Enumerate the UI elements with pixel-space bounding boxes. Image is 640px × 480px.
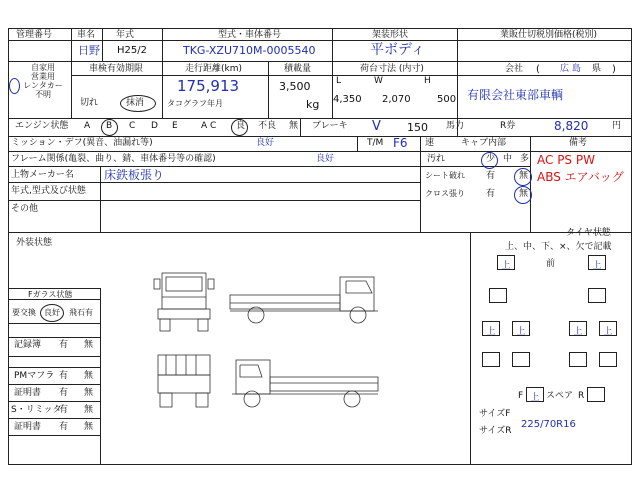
header-nenshiki: 年式 (116, 30, 135, 40)
r-ticket-unit: 円 (612, 121, 622, 131)
seat-no: 無 (519, 171, 529, 181)
engine-grade-e: E (172, 121, 178, 131)
truck-diagram (150, 265, 400, 415)
kire-label: 切れ (80, 98, 99, 108)
pm-no: 無 (84, 371, 94, 381)
size-f-value: 225/70R16 (521, 419, 576, 430)
seat-yes: 有 (486, 171, 496, 181)
engine-label: エンジン状態 (15, 121, 69, 131)
engine-grade-a: A (84, 121, 91, 131)
bodywork-other-label: その他 (11, 204, 39, 214)
maker-value: 日野 (78, 44, 100, 57)
pm-cert-yes: 有 (59, 388, 69, 398)
engine-grade-b: B (106, 121, 113, 131)
sekisai-label: 積載量 (284, 64, 312, 74)
pm-label: PMマフラ (14, 371, 55, 381)
dirt-large: 多 (520, 154, 530, 164)
mission-label: ミッション・デフ(異音、油漏れ等) (11, 138, 153, 148)
bodywork-maker-label: 上物メーカー名 (11, 170, 74, 180)
frame-status: 良好 (316, 154, 335, 164)
tire-rear-right-inner: 上 (569, 321, 587, 336)
pm-cert-no: 無 (84, 388, 94, 398)
fglass-circle (40, 304, 64, 322)
hp-unit: 馬力 (446, 121, 465, 131)
size-f-label: サイズF (479, 409, 511, 419)
tire-4-left-outer (482, 352, 500, 367)
tm-label: T/M (367, 138, 384, 148)
header-kakaku: 業販仕切税別価格(税別) (500, 30, 598, 40)
dim-L-value: 4,350 (333, 94, 362, 105)
dirt-circle (481, 152, 498, 169)
bodywork-maker-value: 床鉄板張り (104, 168, 165, 182)
spare-rear-tire (587, 387, 605, 402)
tire-legend: 上、中、下、×、欠で記載 (505, 242, 612, 252)
kaisha-paren-close: ) (612, 64, 616, 75)
engine-grade-d: D (151, 121, 158, 131)
cross-label: クロス張り (425, 189, 465, 198)
brake-label: ブレーキ (312, 121, 348, 131)
brake-grade: V (372, 119, 381, 134)
kaisha-label: 会社 (505, 64, 524, 74)
tm-value: F6 (393, 136, 408, 150)
notes-label: 備考 (569, 138, 588, 148)
header-shamei: 車名 (77, 30, 96, 40)
seat-label: シート破れ (425, 171, 465, 180)
company-value: 有限会社東部車輌 (467, 88, 564, 102)
records-label: 記録簿 (14, 340, 42, 350)
r-ticket-value: 8,820 (554, 119, 589, 133)
notes-line-2: ABS エアバッグ (537, 170, 624, 184)
tire-front-left: 上 (497, 255, 515, 270)
cross-no: 無 (519, 189, 529, 199)
tire-front-label: 前 (546, 259, 556, 269)
cross-circle (514, 186, 532, 204)
ac-label: A C (201, 121, 217, 131)
slimiter-label: S・リミッタ (11, 405, 62, 415)
header-kasou-keijou: 架装形状 (372, 30, 409, 40)
spare-F-label: F (518, 391, 524, 401)
slimiter-no: 無 (84, 405, 94, 415)
tire-4-right-outer (599, 352, 617, 367)
soukou-label: 走行距離(km) (185, 64, 243, 74)
spare-label: スペア (546, 391, 574, 401)
dim-H-label: H (424, 76, 431, 86)
notes-line-1: AC PS PW (537, 153, 595, 167)
fglass-replace: 要交換 (12, 308, 36, 317)
prefecture-value: 広 島 (560, 64, 581, 74)
fglass-chip: 飛石有 (69, 308, 93, 317)
dim-L-label: L (336, 76, 342, 86)
r-ticket-label: R券 (500, 121, 516, 131)
pm-cert-label: 証明書 (14, 388, 42, 398)
frame-label: フレーム関係(亀裂、曲り、錆、車体番号等の確認) (11, 154, 216, 164)
dim-W-value: 2,070 (382, 94, 411, 105)
ac-good-circle (231, 119, 248, 136)
seat-circle (514, 168, 532, 186)
dirt-label: 汚れ (427, 154, 446, 164)
dim-W-label: W (374, 76, 383, 86)
slimiter-cert-yes: 有 (59, 422, 69, 432)
tire-rear-right-outer: 上 (599, 321, 617, 336)
ac-good: 良 (236, 121, 246, 131)
tire-2-right (588, 288, 606, 303)
year-value: H25/2 (117, 45, 147, 56)
tire-title: タイヤ状態 (566, 228, 611, 238)
massho-label: 抹消 (126, 98, 145, 108)
exterior-label: 外装状態 (16, 238, 53, 248)
cross-yes: 有 (486, 189, 496, 199)
dim-H-value: 500 (437, 94, 457, 105)
dirt-small: 少 (486, 154, 496, 164)
tire-4-left-inner (512, 352, 530, 367)
tire-4-right-inner (569, 352, 587, 367)
header-katashiki: 型式・車体番号 (218, 30, 282, 40)
slimiter-yes: 有 (59, 405, 69, 415)
ac-bad: 不良 (258, 121, 277, 131)
nidai-label: 荷台寸法 (内寸) (360, 64, 424, 74)
engine-grade-c: C (129, 121, 136, 131)
payload-unit: kg (306, 98, 320, 111)
fglass-good: 良好 (44, 308, 60, 317)
tire-rear-left-outer: 上 (482, 321, 500, 336)
pm-yes: 有 (59, 371, 69, 381)
body-type-value: 平ボディ (370, 42, 425, 58)
kensa-label: 車検有効期限 (89, 64, 144, 74)
slimiter-cert-no: 無 (84, 422, 94, 432)
records-yes: 有 (59, 340, 69, 350)
cab-label: キャブ内部 (461, 138, 507, 148)
size-r-label: サイズR (479, 426, 512, 436)
mileage-value: 175,913 (177, 77, 240, 95)
massho-circle (120, 95, 156, 112)
tire-2-left (489, 288, 507, 303)
hp-value: 150 (407, 121, 428, 134)
tire-front-right: 上 (588, 255, 606, 270)
payload-value: 3,500 (279, 80, 311, 93)
tm-unit: 速 (425, 138, 435, 148)
dirt-medium: 中 (503, 154, 513, 164)
bodywork-model-label: 年式,型式及び状態 (11, 186, 86, 196)
tacho-label: タコグラフ年月 (167, 99, 223, 108)
kaisha-paren-open: ( (536, 64, 540, 75)
spare-R-label: R (578, 391, 585, 401)
registration-types: 自家用 営業用 レンタカー 不明 (23, 63, 63, 99)
spare-front-tire: 上 (526, 387, 544, 402)
engine-grade-circle (101, 119, 118, 136)
registration-mark (9, 78, 20, 94)
fglass-label: Fガラス状態 (28, 290, 73, 299)
records-no: 無 (84, 340, 94, 350)
ken-label: 県 (592, 64, 602, 74)
model-chassis-value: TKG-XZU710M-0005540 (183, 44, 316, 57)
mission-status: 良好 (256, 138, 275, 148)
ac-none: 無 (289, 121, 299, 131)
tire-rear-left-inner: 上 (512, 321, 530, 336)
slimiter-cert-label: 証明書 (14, 422, 42, 432)
header-kanri-bango: 管理番号 (16, 30, 53, 40)
